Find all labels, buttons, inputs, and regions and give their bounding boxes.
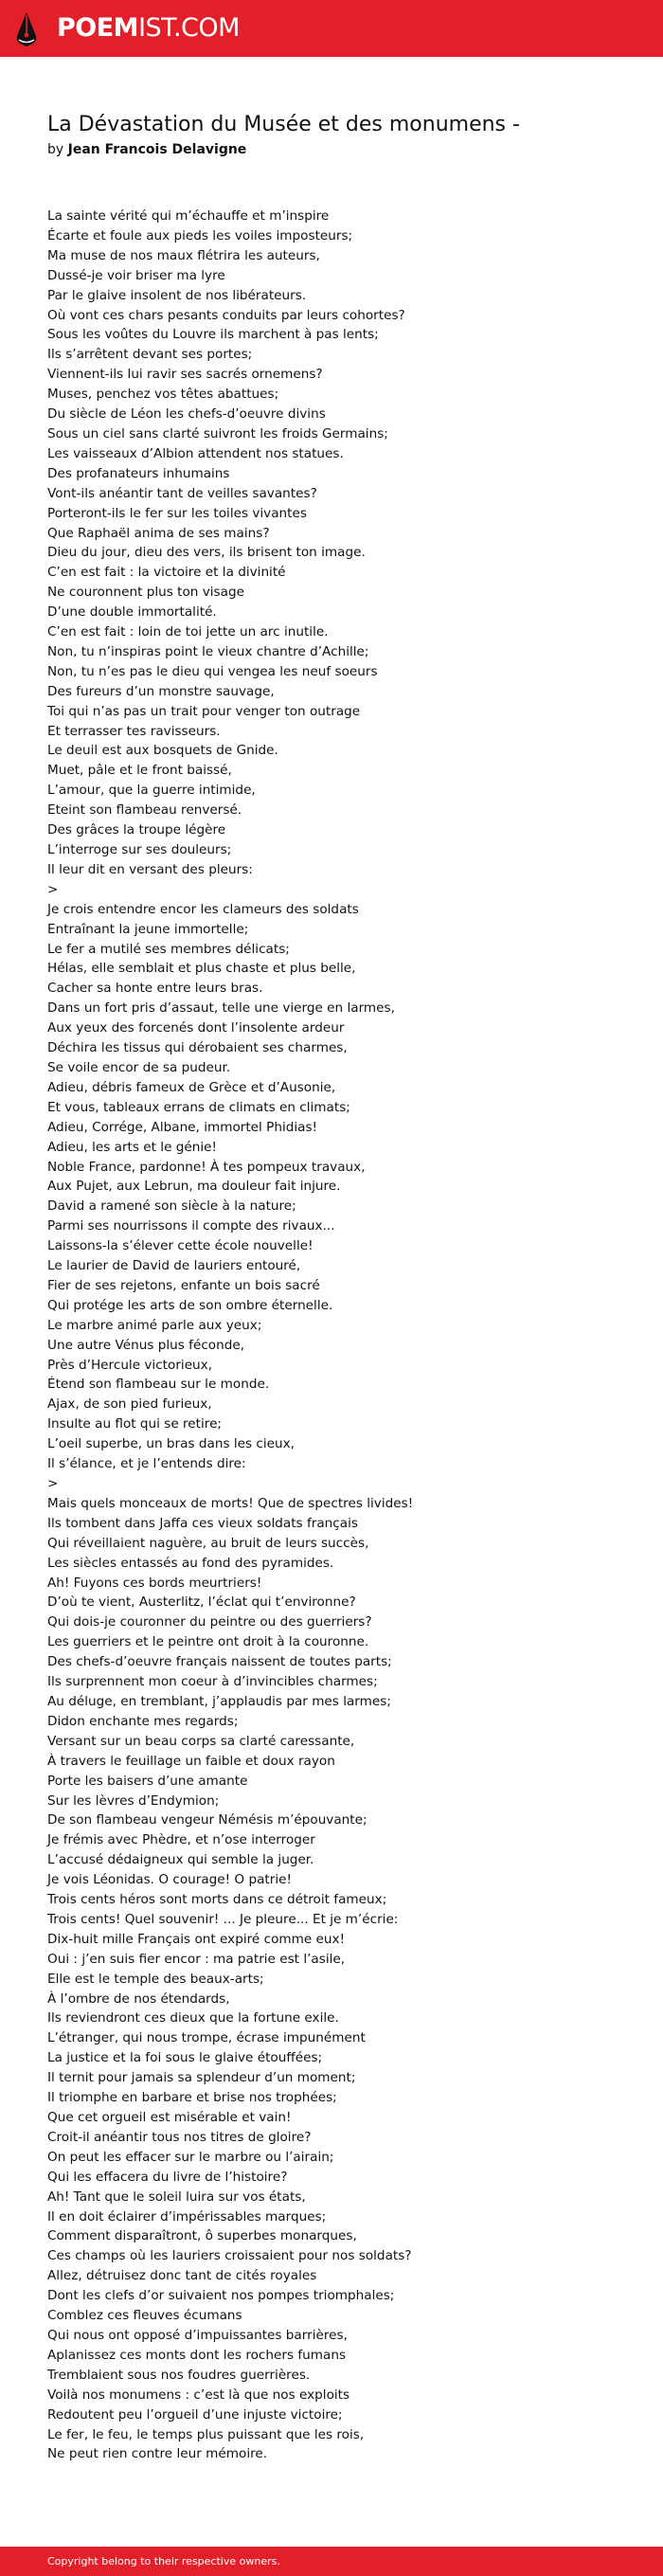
poem-line: Dans un fort pris d’assaut, telle une vierge en larmes,	[47, 1000, 395, 1017]
poem-line: Il s’élance, et je l’entends dire:	[47, 1456, 246, 1472]
poem-line: D’une double immortalité.	[47, 604, 217, 621]
poem-line: Et vous, tableaux errans de climats en climats;	[47, 1099, 350, 1115]
poem-line: À travers le feuillage un faible et doux rayon	[47, 1753, 335, 1769]
poem-line: C’en est fait : la victoire et la divinité	[47, 565, 286, 581]
logo-text-bold: POEM	[57, 13, 139, 43]
poem-line: Parmi ses nourrissons il compte des rivaux...	[47, 1218, 335, 1234]
poem-line: Qui réveillaient naguère, au bruit de leurs succès,	[47, 1535, 369, 1551]
poem-line: Adieu, Corrége, Albane, immortel Phidias!	[47, 1119, 318, 1135]
poem-line: Je vois Léonidas. O courage! O patrie!	[47, 1872, 292, 1888]
poem-line: Des grâces la troupe légère	[47, 822, 226, 838]
poem-line: Noble France, pardonne! À tes pompeux travaux,	[47, 1159, 366, 1175]
poem-line: Il ternit pour jamais sa splendeur d’un moment;	[47, 2070, 356, 2086]
poem-line: Adieu, débris fameux de Grèce et d’Ausonie,	[47, 1079, 336, 1095]
poem-line: Des fureurs d’un monstre sauvage,	[47, 683, 275, 699]
poem-line: Muet, pâle et le front baissé,	[47, 763, 232, 779]
poem-line: L’accusé dédaigneux qui semble la juger.	[47, 1852, 314, 1868]
poem-line: C’en est fait : loin de toi jette un arc inutile.	[47, 624, 329, 640]
poem-line: Qui nous ont opposé d’impuissantes barrières,	[47, 2327, 348, 2343]
poem-line: Laissons-la s’élever cette école nouvelle!	[47, 1238, 314, 1254]
poem-line: Il leur dit en versant des pleurs:	[47, 861, 253, 877]
poem-line: Le laurier de David de lauriers entouré,	[47, 1258, 301, 1274]
poem-line: Des chefs-d’oeuvre français naissent de toutes parts;	[47, 1654, 392, 1670]
poem-line: Le fer a mutilé ses membres délicats;	[47, 941, 290, 957]
poem-line: Porteront-ils le fer sur les toiles vivantes	[47, 505, 307, 521]
poem-line: Trois cents héros sont morts dans ce détroit fameux;	[47, 1892, 387, 1908]
author-name[interactable]: Jean Francois Delavigne	[67, 142, 247, 157]
poem-line: Sur les lèvres d’Endymion;	[47, 1792, 220, 1809]
poem-line: L’étranger, qui nous trompe, écrase impunément	[47, 2030, 366, 2046]
poem-line: Qui dois-je couronner du peintre ou des guerriers?	[47, 1614, 372, 1630]
site-logo[interactable]	[57, 14, 240, 43]
poem-line: Didon enchante mes regards;	[47, 1713, 239, 1729]
pen-nib-icon[interactable]	[15, 11, 38, 47]
poem-line: Je frémis avec Phèdre, et n’ose interroger	[47, 1832, 315, 1848]
poem-line: La sainte vérité qui m’échauffe et m’inspire	[47, 208, 330, 224]
byline	[47, 140, 246, 159]
poem-line: >	[47, 881, 59, 897]
poem-line: Ah! Tant que le soleil luira sur vos états,	[47, 2189, 306, 2205]
poem-line: Sous les voûtes du Louvre ils marchent à pas lents;	[47, 327, 379, 343]
poem-line: >	[47, 1476, 59, 1491]
poem-line: Redoutent peu l’orgueil d’une injuste victoire;	[47, 2406, 343, 2423]
poem-line: Ma muse de nos maux flétrira les auteurs,	[47, 247, 320, 263]
poem-line: L’oeil superbe, un bras dans les cieux,	[47, 1436, 295, 1452]
poem-line: Qui les effacera du livre de l’histoire?	[47, 2169, 288, 2185]
poem-line: Se voile encor de sa pudeur.	[47, 1059, 231, 1075]
poem-line: Ils surprennent mon coeur à d’invincibles charmes;	[47, 1674, 378, 1690]
poem-line: Une autre Vénus plus féconde,	[47, 1337, 245, 1353]
poem-line: Allez, détruisez donc tant de cités royales	[47, 2268, 317, 2284]
poem-line: L’amour, que la guerre intimide,	[47, 783, 256, 799]
poem-line: Les vaisseaux d’Albion attendent nos statues.	[47, 445, 344, 461]
poem-line: Fier de ses rejetons, enfante un bois sacré	[47, 1277, 320, 1293]
poem-line: Aplanissez ces monts dont les rochers fumans	[47, 2347, 347, 2363]
poem-line: Les guerriers et le peintre ont droit à la couronne.	[47, 1634, 369, 1650]
poem-line: À l’ombre de nos étendards,	[47, 1991, 230, 2007]
poem-line: David a ramené son siècle à la nature;	[47, 1198, 296, 1215]
poem-line: Dont les clefs d’or suivaient nos pompes triomphales;	[47, 2288, 395, 2304]
poem-line: Voilà nos monumens : c’est là que nos exploits	[47, 2387, 350, 2403]
poem-line: Dieu du jour, dieu des vers, ils brisent ton image.	[47, 545, 366, 561]
poem-line: L’interroge sur ses douleurs;	[47, 842, 232, 857]
poem-line: Des profanateurs inhumains	[47, 465, 230, 481]
poem-line: Aux yeux des forcenés dont l’insolente ardeur	[47, 1020, 345, 1036]
poem-line: Comment disparaîtront, ô superbes monarques,	[47, 2228, 357, 2244]
poem-line: On peut les effacer sur le marbre ou l’airain;	[47, 2149, 334, 2165]
poem-line: Porte les baisers d’une amante	[47, 1773, 248, 1789]
poem-line: Non, tu n’inspiras point le vieux chantre d’Achille;	[47, 643, 369, 659]
poem-line: Le marbre animé parle aux yeux;	[47, 1317, 262, 1333]
poem-line: Que Raphaël anima de ses mains?	[47, 525, 270, 541]
poem-line: Comblez ces fleuves écumans	[47, 2308, 242, 2324]
poem-line: Ajax, de son pied furieux,	[47, 1396, 212, 1413]
poem-line: Cacher sa honte entre leurs bras.	[47, 981, 263, 997]
poem-line: Et terrasser tes ravisseurs.	[47, 723, 221, 739]
poem-line: La justice et la foi sous le glaive étouffées;	[47, 2050, 323, 2066]
poem-line: Le deuil est aux bosquets de Gnide.	[47, 743, 278, 759]
poem-line: Vont-ils anéantir tant de veilles savantes?	[47, 485, 317, 501]
site-header	[0, 0, 663, 57]
poem-line: Hélas, elle semblait et plus chaste et plus belle,	[47, 961, 356, 977]
poem-line: Les siècles entassés au fond des pyramides.	[47, 1555, 334, 1571]
poem-line: D’où te vient, Austerlitz, l’éclat qui t’environne?	[47, 1594, 356, 1611]
poem-line: Je crois entendre encor les clameurs des soldats	[47, 901, 359, 917]
poem-line: Ils reviendront ces dieux que la fortune exile.	[47, 2010, 339, 2027]
poem-line: Ne couronnent plus ton visage	[47, 585, 244, 601]
poem-line: Tremblaient sous nos foudres guerrières.	[47, 2367, 311, 2383]
poem-line: Qui protége les arts de son ombre éternelle.	[47, 1297, 333, 1313]
poem-line: Ils tombent dans Jaffa ces vieux soldats français	[47, 1515, 358, 1531]
poem-line: Ces champs où les lauriers croissaient pour nos soldats?	[47, 2248, 412, 2264]
poem-line: Étend son flambeau sur le monde.	[47, 1377, 270, 1393]
poem-body	[47, 207, 635, 2464]
poem-line: Dix-huit mille Français ont expiré comme eux!	[47, 1931, 346, 1947]
poem-line: Viennent-ils lui ravir ses sacrés ornemens?	[47, 367, 323, 383]
poem-line: Il triomphe en barbare et brise nos trophées;	[47, 2090, 337, 2106]
poem-line: Dussé-je voir briser ma lyre	[47, 267, 225, 283]
poem-title: La Dévastation du Musée et des monumens -	[47, 113, 520, 136]
poem-line: Ne peut rien contre leur mémoire.	[47, 2446, 268, 2462]
poem-line: De son flambeau vengeur Némésis m’épouvante;	[47, 1812, 367, 1828]
poem-line: Où vont ces chars pesants conduits par leurs cohortes?	[47, 307, 405, 323]
poem-line: Elle est le temple des beaux-arts;	[47, 1971, 264, 1987]
poem-line: Du siècle de Léon les chefs-d’oeuvre divins	[47, 406, 326, 423]
by-label: by	[47, 142, 64, 157]
poem-line: Eteint son flambeau renversé.	[47, 802, 242, 819]
poem-line: Oui : j’en suis fier encor : ma patrie est l’asile,	[47, 1951, 346, 1967]
poem-line: Entraînant la jeune immortelle;	[47, 921, 249, 937]
poem-line: Que cet orgueil est misérable et vain!	[47, 2110, 292, 2125]
poem-line: Ah! Fuyons ces bords meurtriers!	[47, 1575, 262, 1591]
poem-line: Muses, penchez vos têtes abattues;	[47, 387, 279, 403]
logo-text-light: IST.COM	[138, 13, 240, 43]
poem-line: Déchira les tissus qui dérobaient ses charmes,	[47, 1040, 348, 1056]
poem-line: Aux Pujet, aux Lebrun, ma douleur fait injure.	[47, 1179, 341, 1195]
poem-line: Croit-il anéantir tous nos titres de gloire?	[47, 2129, 312, 2145]
poem-line: Insulte au flot qui se retire;	[47, 1416, 223, 1432]
copyright-text: Copyright belong to their respective owners.	[47, 2555, 280, 2567]
poem-line: Adieu, les arts et le génie!	[47, 1139, 217, 1155]
poem-line: Toi qui n’as pas un trait pour venger ton outrage	[47, 703, 361, 719]
poem-line: Le fer, le feu, le temps plus puissant que les rois,	[47, 2426, 365, 2442]
site-footer	[0, 2547, 663, 2576]
poem-line: Mais quels monceaux de morts! Que de spectres livides!	[47, 1495, 414, 1511]
poem-line: Sous un ciel sans clarté suivront les froids Germains;	[47, 425, 388, 441]
poem-line: Non, tu n’es pas le dieu qui vengea les neuf soeurs	[47, 663, 378, 679]
poem-line: Par le glaive insolent de nos libérateurs.	[47, 287, 307, 303]
poem-line: Versant sur un beau corps sa clarté caressante,	[47, 1733, 355, 1749]
poem-line: Ils s’arrêtent devant ses portes;	[47, 347, 253, 363]
poem-line: Il en doit éclairer d’impérissables marques;	[47, 2208, 327, 2225]
poem-line: Au déluge, en tremblant, j’applaudis par mes larmes;	[47, 1693, 391, 1709]
poem-line: Trois cents! Quel souvenir! ... Je pleure... Et je m’écrie:	[47, 1911, 399, 1927]
poem-line: Écarte et foule aux pieds les voiles imposteurs;	[47, 227, 353, 243]
poem-line: Près d’Hercule victorieux,	[47, 1357, 213, 1373]
